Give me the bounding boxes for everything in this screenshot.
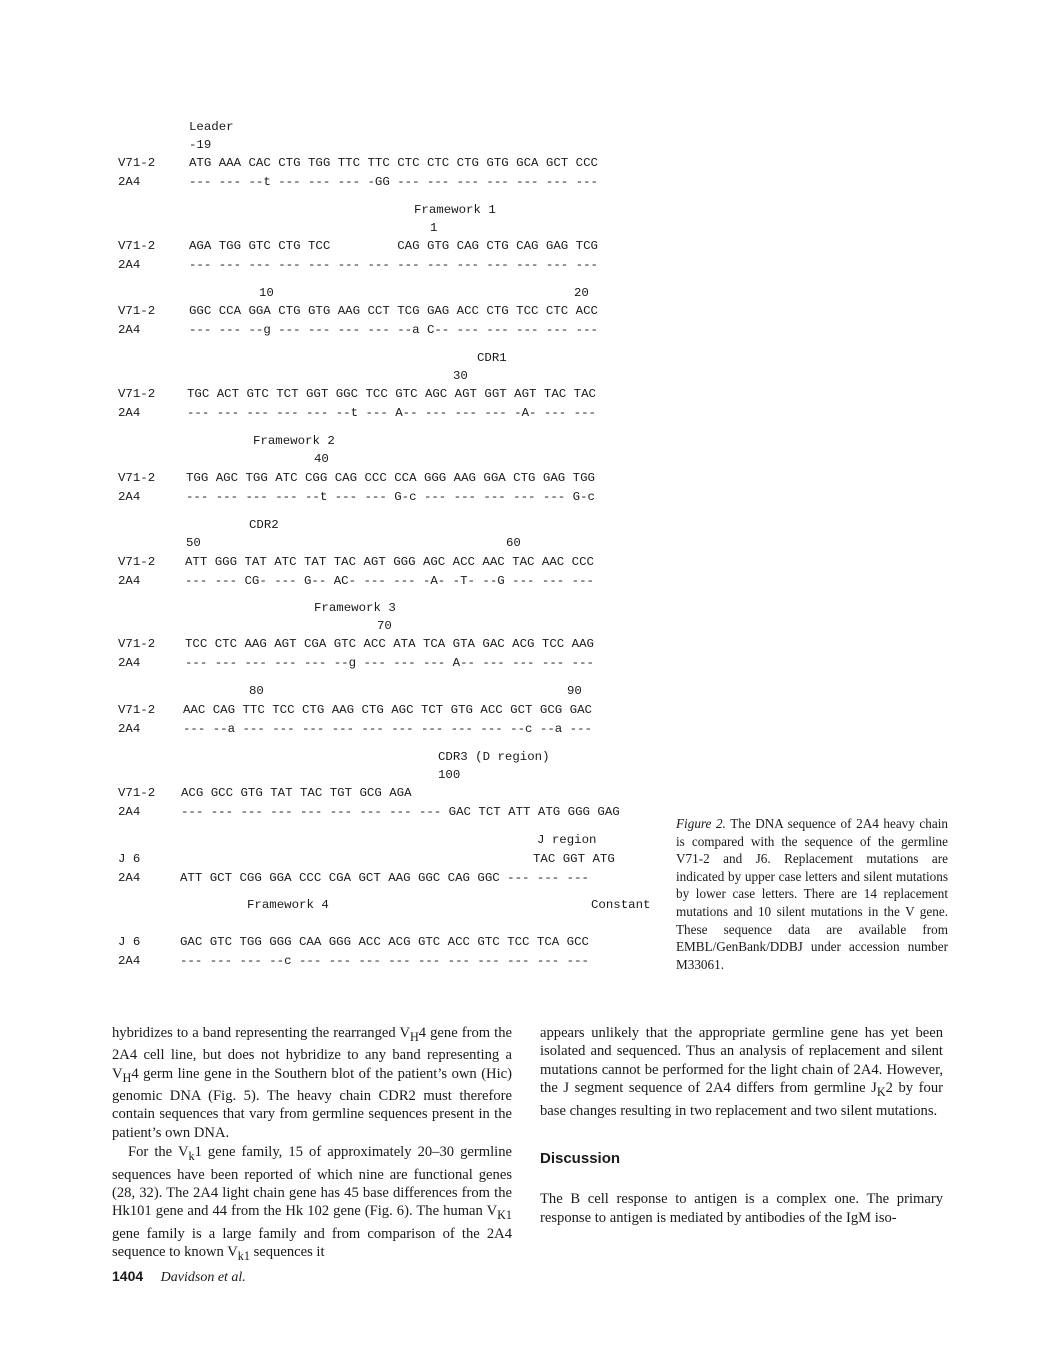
sequence-row: --- --- --- --- --t --- --- G-c --- --- --- --- --- G-c — [186, 490, 595, 504]
sequence-name: 2A4 — [118, 406, 141, 420]
position-number: 100 — [438, 768, 461, 782]
page-footer — [112, 1268, 246, 1286]
position-number: 90 — [567, 684, 582, 698]
sequence-row: TGG AGC TGG ATC CGG CAG CCC CCA GGG AAG GGA CTG GAG TGG — [186, 471, 595, 485]
position-number: -19 — [189, 138, 212, 152]
region-label-constant: Constant — [591, 898, 651, 912]
sequence-name: 2A4 — [118, 656, 141, 670]
region-label-framework-1: Framework 1 — [414, 203, 496, 217]
sequence-row: --- --- --t --- --- --- -GG --- --- --- --- --- --- --- — [189, 175, 598, 189]
sequence-row: TCC CTC AAG AGT CGA GTC ACC ATA TCA GTA GAC ACG TCC AAG — [185, 637, 594, 651]
position-number: 60 — [506, 536, 521, 550]
position-number: 30 — [453, 369, 468, 383]
region-label-framework-3: Framework 3 — [314, 601, 396, 615]
sequence-row: --- --- CG- --- G-- AC- --- --- -A- -T- --G --- --- --- — [185, 574, 594, 588]
sequence-row: TAC GGT ATG — [533, 852, 615, 866]
paragraph: The B cell response to antigen is a complex one. The primary response to antigen is mediated by antibodies of the IgM iso- — [540, 1191, 943, 1226]
sequence-name: J 6 — [118, 935, 141, 949]
region-label-framework-2: Framework 2 — [253, 434, 335, 448]
sequence-name: 2A4 — [118, 871, 141, 885]
position-number: 80 — [249, 684, 264, 698]
sequence-row: ATT GGG TAT ATC TAT TAC AGT GGG AGC ACC AAC TAC AAC CCC — [185, 555, 594, 569]
region-label-cdr1: CDR1 — [477, 351, 507, 365]
sequence-name: 2A4 — [118, 175, 141, 189]
position-number: 50 — [186, 536, 201, 550]
sequence-name: V71-2 — [118, 555, 156, 569]
sequence-name: V71-2 — [118, 637, 156, 651]
caption-label: Figure 2. — [676, 816, 726, 831]
region-label-j-region: J region — [537, 833, 597, 847]
position-number: 40 — [314, 452, 329, 466]
sequence-name: 2A4 — [118, 323, 141, 337]
paragraph: For the $V_k1$ gene family, 15 of approximately 20–30 germline sequences have been reported of which nine are functional genes (28, 32). The 2A4 light chain gene has 45 base differences from the Hk101 gene and 44 from the Hk 102 gene (Fig. 6). The human $V_{K1}$ gene family is a large family and from comparison of the 2A4 sequence to known $V_{k1}$ sequences it — [112, 1144, 512, 1263]
body-column-right — [540, 1024, 943, 1227]
region-label-leader: Leader — [189, 120, 234, 134]
sequence-row: GGC CCA GGA CTG GTG AAG CCT TCG GAG ACC CTG TCC CTC ACC — [189, 304, 598, 318]
sequence-row: --- --a --- --- --- --- --- --- --- --- --- --c --a --- — [183, 722, 592, 736]
sequence-row: --- --- --- --- --- --g --- --- --- A-- --- --- --- --- — [185, 656, 594, 670]
body-column-left — [112, 1024, 512, 1265]
sequence-name: 2A4 — [118, 574, 141, 588]
figure-caption — [676, 815, 948, 973]
region-label-cdr2: CDR2 — [249, 518, 279, 532]
sequence-row: TGC ACT GTC TCT GGT GGC TCC GTC AGC AGT GGT AGT TAC TAC — [187, 387, 596, 401]
sequence-name: J 6 — [118, 852, 141, 866]
position-number: 1 — [430, 221, 438, 235]
sequence-name: 2A4 — [118, 805, 141, 819]
sequence-name: 2A4 — [118, 722, 141, 736]
sequence-row: GAC GTC TGG GGG CAA GGG ACC ACG GTC ACC GTC TCC TCA GCC — [180, 935, 589, 949]
position-number: 20 — [574, 286, 589, 300]
sequence-row: ACG GCC GTG TAT TAC TGT GCG AGA — [181, 786, 412, 800]
region-label-framework-4: Framework 4 — [247, 898, 329, 912]
sequence-row: ATG AAA CAC CTG TGG TTC TTC CTC CTC CTG GTG GCA GCT CCC — [189, 156, 598, 170]
position-number: 10 — [259, 286, 274, 300]
sequence-name: V71-2 — [118, 304, 156, 318]
sequence-name: V71-2 — [118, 156, 156, 170]
sequence-row: AAC CAG TTC TCC CTG AAG CTG AGC TCT GTG ACC GCT GCG GAC — [183, 703, 592, 717]
sequence-row: --- --- --- --- --- --- --- --- --- GAC TCT ATT ATG GGG GAG — [181, 805, 620, 819]
position-number: 70 — [377, 619, 392, 633]
sequence-name: 2A4 — [118, 490, 141, 504]
sequence-name: 2A4 — [118, 258, 141, 272]
caption-text: The DNA sequence of 2A4 heavy chain is compared with the sequence of the germline V71-2 and J6. Replacement mutations are indicated by upper case letters and silent mutations by lower case letters. There are 14 replacement mutations and 10 silent mutations in the V gene. These sequence data are available from EMBL/GenBank/DDBJ under accession number M33061. — [676, 816, 948, 972]
sequence-row: ATT GCT CGG GGA CCC CGA GCT AAG GGC CAG GGC --- --- --- — [180, 871, 589, 885]
region-label-cdr3: CDR3 (D region) — [438, 750, 550, 764]
sequence-row: AGA TGG GTC CTG TCC CAG GTG CAG CTG CAG GAG TCG — [189, 239, 598, 253]
sequence-row: --- --- --g --- --- --- --- --a C-- --- --- --- --- --- — [189, 323, 598, 337]
sequence-name: V71-2 — [118, 471, 156, 485]
running-authors: Davidson et al. — [160, 1270, 246, 1285]
sequence-name: V71-2 — [118, 387, 156, 401]
sequence-name: V71-2 — [118, 703, 156, 717]
sequence-name: V71-2 — [118, 239, 156, 253]
section-heading: Discussion — [540, 1149, 621, 1167]
page-number: 1404 — [112, 1268, 144, 1284]
sequence-row: --- --- --- --- --- --t --- A-- --- --- --- -A- --- --- — [187, 406, 596, 420]
sequence-row: --- --- --- --c --- --- --- --- --- --- --- --- --- --- — [180, 954, 589, 968]
sequence-row: --- --- --- --- --- --- --- --- --- --- --- --- --- --- — [189, 258, 598, 272]
sequence-name: 2A4 — [118, 954, 141, 968]
paragraph: appears unlikely that the appropriate germline gene has yet been isolated and sequenced. Thus an analysis of replacement and silent mutations cannot be performed for the light chain of 2A4. However, the J segment sequence of 2A4 differs from germline $J_K2$ by four base changes resulting in two replacement and two silent mutations. — [540, 1025, 943, 1119]
paragraph: hybridizes to a band representing the rearranged $V_H4$ gene from the 2A4 cell line, but does not hybridize to any band representing a $V_H4$ germ line gene in the Southern blot of the patient’s own (Hic) genomic DNA (Fig. 5). The heavy chain CDR2 must therefore contain sequences that vary from germline sequences present in the patient’s own DNA. — [112, 1025, 512, 1141]
sequence-name: V71-2 — [118, 786, 156, 800]
